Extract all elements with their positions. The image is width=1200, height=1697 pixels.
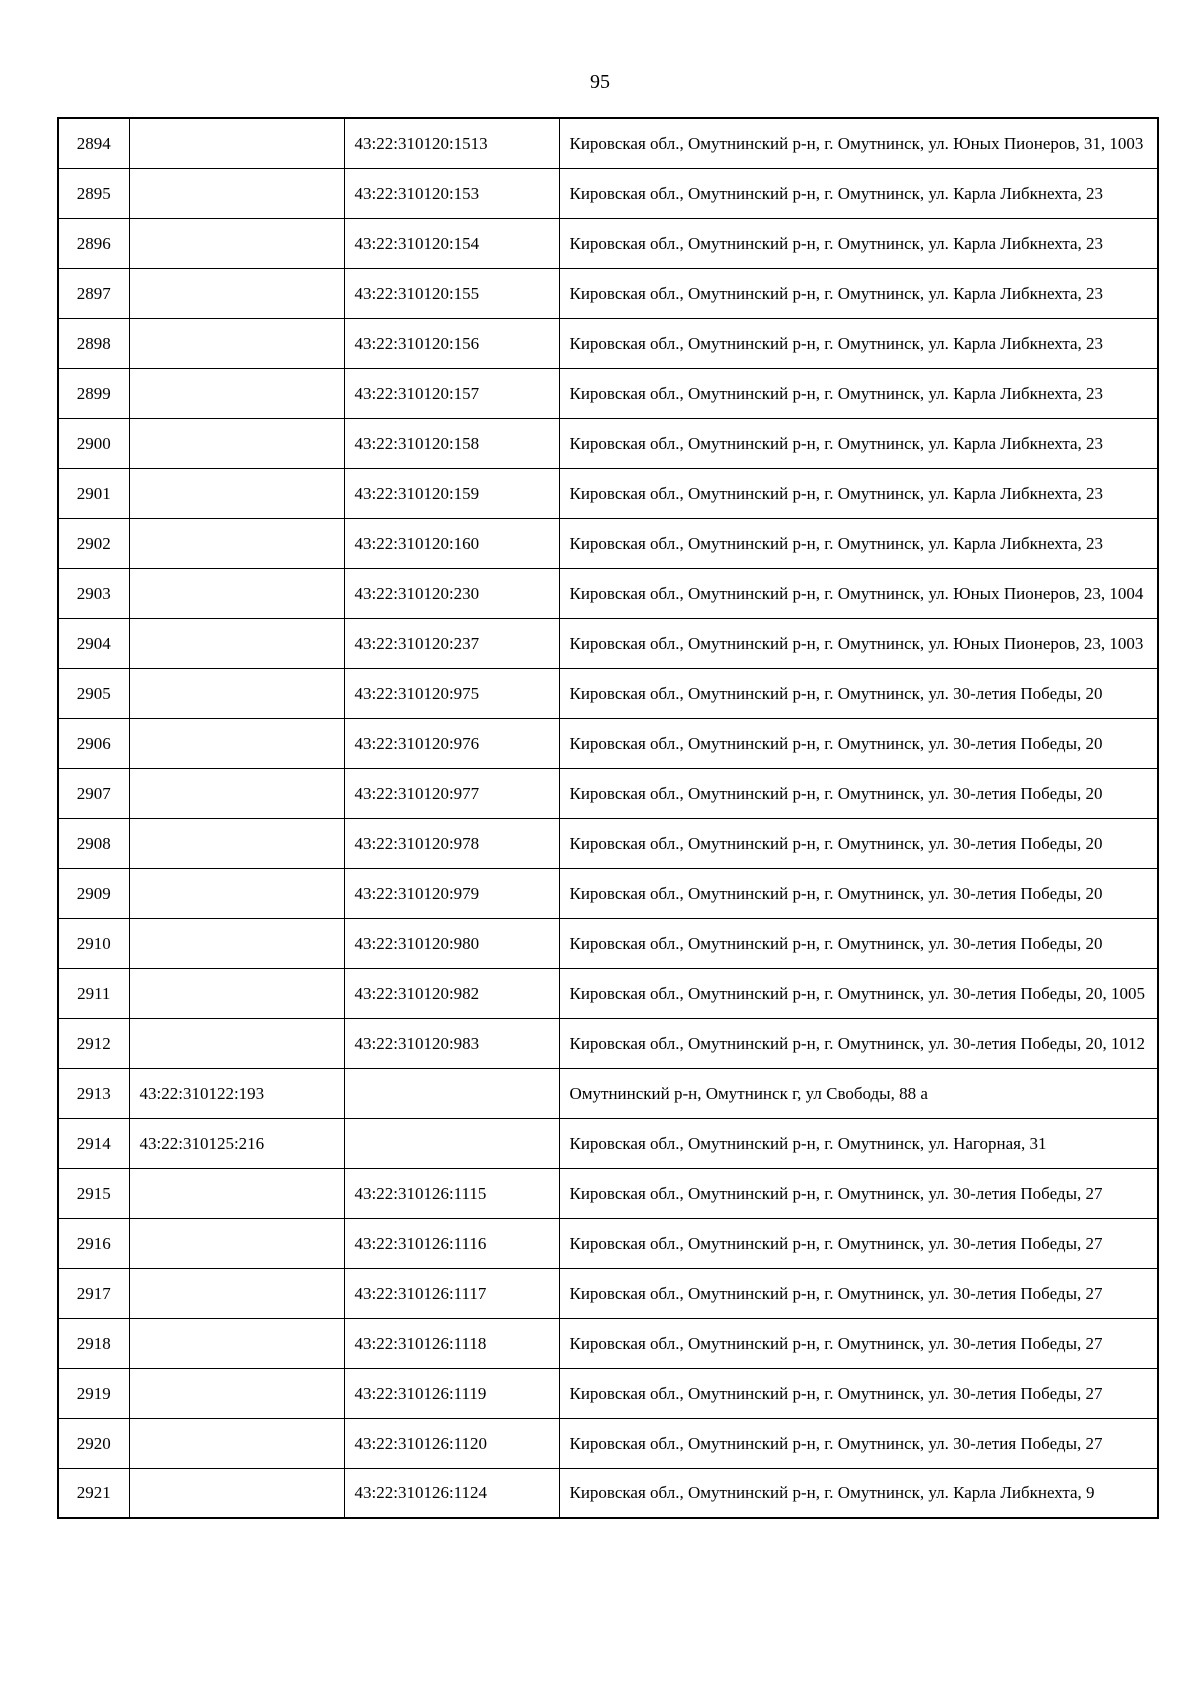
address-cell: Кировская обл., Омутнинский р-н, г. Омутнинск, ул. 30-летия Победы, 20 bbox=[559, 768, 1158, 818]
cadastral-number-cell bbox=[129, 1268, 344, 1318]
address-cell: Кировская обл., Омутнинский р-н, г. Омутнинск, ул. Юных Пионеров, 23, 1003 bbox=[559, 618, 1158, 668]
object-cadastral-number-cell: 43:22:310126:1116 bbox=[344, 1218, 559, 1268]
row-number-cell: 2901 bbox=[58, 468, 129, 518]
table-row bbox=[58, 1018, 1158, 1068]
row-number-cell: 2908 bbox=[58, 818, 129, 868]
cadastral-number-cell bbox=[129, 768, 344, 818]
row-number-cell: 2907 bbox=[58, 768, 129, 818]
row-number-cell: 2895 bbox=[58, 168, 129, 218]
table-row bbox=[58, 1118, 1158, 1168]
address-cell: Кировская обл., Омутнинский р-н, г. Омутнинск, ул. Карла Либкнехта, 23 bbox=[559, 218, 1158, 268]
address-cell: Кировская обл., Омутнинский р-н, г. Омутнинск, ул. Карла Либкнехта, 23 bbox=[559, 468, 1158, 518]
address-cell: Кировская обл., Омутнинский р-н, г. Омутнинск, ул. Карла Либкнехта, 23 bbox=[559, 518, 1158, 568]
row-number-cell: 2917 bbox=[58, 1268, 129, 1318]
table-row bbox=[58, 818, 1158, 868]
object-cadastral-number-cell: 43:22:310120:237 bbox=[344, 618, 559, 668]
row-number-cell: 2921 bbox=[58, 1468, 129, 1518]
cadastral-number-cell bbox=[129, 1468, 344, 1518]
cadastral-number-cell bbox=[129, 1368, 344, 1418]
object-cadastral-number-cell: 43:22:310120:1513 bbox=[344, 118, 559, 168]
page-number: 95 bbox=[590, 71, 610, 93]
object-cadastral-number-cell: 43:22:310120:980 bbox=[344, 918, 559, 968]
table-row bbox=[58, 1468, 1158, 1518]
address-cell: Кировская обл., Омутнинский р-н, г. Омутнинск, ул. Карла Либкнехта, 9 bbox=[559, 1468, 1158, 1518]
cadastral-number-cell bbox=[129, 718, 344, 768]
cadastral-number-cell bbox=[129, 518, 344, 568]
object-cadastral-number-cell bbox=[344, 1118, 559, 1168]
object-cadastral-number-cell: 43:22:310126:1117 bbox=[344, 1268, 559, 1318]
table-row bbox=[58, 918, 1158, 968]
object-cadastral-number-cell: 43:22:310120:977 bbox=[344, 768, 559, 818]
table-row bbox=[58, 468, 1158, 518]
address-cell: Кировская обл., Омутнинский р-н, г. Омутнинск, ул. 30-летия Победы, 20, 1012 bbox=[559, 1018, 1158, 1068]
row-number-cell: 2919 bbox=[58, 1368, 129, 1418]
address-cell: Омутнинский р-н, Омутнинск г, ул Свободы, 88 а bbox=[559, 1068, 1158, 1118]
cadastral-number-cell bbox=[129, 318, 344, 368]
table-row bbox=[58, 318, 1158, 368]
cadastral-number-cell bbox=[129, 968, 344, 1018]
address-cell: Кировская обл., Омутнинский р-н, г. Омутнинск, ул. 30-летия Победы, 27 bbox=[559, 1418, 1158, 1468]
table-row bbox=[58, 618, 1158, 668]
row-number-cell: 2899 bbox=[58, 368, 129, 418]
table-row bbox=[58, 168, 1158, 218]
address-cell: Кировская обл., Омутнинский р-н, г. Омутнинск, ул. 30-летия Победы, 27 bbox=[559, 1318, 1158, 1368]
object-cadastral-number-cell: 43:22:310120:978 bbox=[344, 818, 559, 868]
cadastral-number-cell bbox=[129, 918, 344, 968]
address-cell: Кировская обл., Омутнинский р-н, г. Омутнинск, ул. 30-летия Победы, 27 bbox=[559, 1368, 1158, 1418]
row-number-cell: 2920 bbox=[58, 1418, 129, 1468]
row-number-cell: 2903 bbox=[58, 568, 129, 618]
row-number-cell: 2910 bbox=[58, 918, 129, 968]
table-row bbox=[58, 518, 1158, 568]
object-cadastral-number-cell: 43:22:310120:157 bbox=[344, 368, 559, 418]
cadastral-number-cell bbox=[129, 818, 344, 868]
row-number-cell: 2909 bbox=[58, 868, 129, 918]
table-row bbox=[58, 968, 1158, 1018]
cadastral-number-cell: 43:22:310125:216 bbox=[129, 1118, 344, 1168]
row-number-cell: 2911 bbox=[58, 968, 129, 1018]
object-cadastral-number-cell: 43:22:310120:230 bbox=[344, 568, 559, 618]
address-cell: Кировская обл., Омутнинский р-н, г. Омутнинск, ул. 30-летия Победы, 20, 1005 bbox=[559, 968, 1158, 1018]
row-number-cell: 2914 bbox=[58, 1118, 129, 1168]
registry-table bbox=[57, 117, 1159, 1519]
address-cell: Кировская обл., Омутнинский р-н, г. Омутнинск, ул. 30-летия Победы, 27 bbox=[559, 1268, 1158, 1318]
table-row bbox=[58, 118, 1158, 168]
registry-table-body bbox=[58, 118, 1158, 1518]
table-row bbox=[58, 768, 1158, 818]
table-row bbox=[58, 868, 1158, 918]
address-cell: Кировская обл., Омутнинский р-н, г. Омутнинск, ул. 30-летия Победы, 20 bbox=[559, 868, 1158, 918]
row-number-cell: 2918 bbox=[58, 1318, 129, 1368]
row-number-cell: 2906 bbox=[58, 718, 129, 768]
object-cadastral-number-cell: 43:22:310120:153 bbox=[344, 168, 559, 218]
cadastral-number-cell bbox=[129, 618, 344, 668]
address-cell: Кировская обл., Омутнинский р-н, г. Омутнинск, ул. Карла Либкнехта, 23 bbox=[559, 368, 1158, 418]
address-cell: Кировская обл., Омутнинский р-н, г. Омутнинск, ул. Нагорная, 31 bbox=[559, 1118, 1158, 1168]
cadastral-number-cell bbox=[129, 418, 344, 468]
row-number-cell: 2915 bbox=[58, 1168, 129, 1218]
table-row bbox=[58, 1368, 1158, 1418]
address-cell: Кировская обл., Омутнинский р-н, г. Омутнинск, ул. Карла Либкнехта, 23 bbox=[559, 268, 1158, 318]
table-row bbox=[58, 218, 1158, 268]
table-row bbox=[58, 1418, 1158, 1468]
cadastral-number-cell bbox=[129, 468, 344, 518]
object-cadastral-number-cell: 43:22:310120:982 bbox=[344, 968, 559, 1018]
object-cadastral-number-cell: 43:22:310120:158 bbox=[344, 418, 559, 468]
address-cell: Кировская обл., Омутнинский р-н, г. Омутнинск, ул. 30-летия Победы, 20 bbox=[559, 668, 1158, 718]
cadastral-number-cell bbox=[129, 1218, 344, 1268]
table-row bbox=[58, 668, 1158, 718]
row-number-cell: 2916 bbox=[58, 1218, 129, 1268]
object-cadastral-number-cell: 43:22:310126:1120 bbox=[344, 1418, 559, 1468]
row-number-cell: 2902 bbox=[58, 518, 129, 568]
row-number-cell: 2896 bbox=[58, 218, 129, 268]
row-number-cell: 2897 bbox=[58, 268, 129, 318]
row-number-cell: 2898 bbox=[58, 318, 129, 368]
row-number-cell: 2905 bbox=[58, 668, 129, 718]
cadastral-number-cell bbox=[129, 118, 344, 168]
cadastral-number-cell bbox=[129, 268, 344, 318]
address-cell: Кировская обл., Омутнинский р-н, г. Омутнинск, ул. Карла Либкнехта, 23 bbox=[559, 168, 1158, 218]
table-row bbox=[58, 418, 1158, 468]
cadastral-number-cell bbox=[129, 1168, 344, 1218]
cadastral-number-cell bbox=[129, 1318, 344, 1368]
object-cadastral-number-cell: 43:22:310126:1124 bbox=[344, 1468, 559, 1518]
cadastral-number-cell bbox=[129, 868, 344, 918]
address-cell: Кировская обл., Омутнинский р-н, г. Омутнинск, ул. 30-летия Победы, 27 bbox=[559, 1218, 1158, 1268]
object-cadastral-number-cell: 43:22:310120:154 bbox=[344, 218, 559, 268]
row-number-cell: 2894 bbox=[58, 118, 129, 168]
address-cell: Кировская обл., Омутнинский р-н, г. Омутнинск, ул. 30-летия Победы, 27 bbox=[559, 1168, 1158, 1218]
object-cadastral-number-cell: 43:22:310126:1119 bbox=[344, 1368, 559, 1418]
object-cadastral-number-cell: 43:22:310120:156 bbox=[344, 318, 559, 368]
object-cadastral-number-cell: 43:22:310120:155 bbox=[344, 268, 559, 318]
address-cell: Кировская обл., Омутнинский р-н, г. Омутнинск, ул. 30-летия Победы, 20 bbox=[559, 918, 1158, 968]
object-cadastral-number-cell: 43:22:310120:983 bbox=[344, 1018, 559, 1068]
cadastral-number-cell bbox=[129, 568, 344, 618]
cadastral-number-cell bbox=[129, 218, 344, 268]
cadastral-number-cell bbox=[129, 668, 344, 718]
row-number-cell: 2912 bbox=[58, 1018, 129, 1068]
cadastral-number-cell bbox=[129, 1018, 344, 1068]
address-cell: Кировская обл., Омутнинский р-н, г. Омутнинск, ул. Юных Пионеров, 31, 1003 bbox=[559, 118, 1158, 168]
row-number-cell: 2900 bbox=[58, 418, 129, 468]
address-cell: Кировская обл., Омутнинский р-н, г. Омутнинск, ул. Карла Либкнехта, 23 bbox=[559, 318, 1158, 368]
row-number-cell: 2904 bbox=[58, 618, 129, 668]
table-row bbox=[58, 268, 1158, 318]
address-cell: Кировская обл., Омутнинский р-н, г. Омутнинск, ул. 30-летия Победы, 20 bbox=[559, 718, 1158, 768]
table-row bbox=[58, 1318, 1158, 1368]
table-row bbox=[58, 568, 1158, 618]
object-cadastral-number-cell: 43:22:310120:979 bbox=[344, 868, 559, 918]
object-cadastral-number-cell: 43:22:310126:1115 bbox=[344, 1168, 559, 1218]
table-row bbox=[58, 368, 1158, 418]
object-cadastral-number-cell: 43:22:310126:1118 bbox=[344, 1318, 559, 1368]
address-cell: Кировская обл., Омутнинский р-н, г. Омутнинск, ул. 30-летия Победы, 20 bbox=[559, 818, 1158, 868]
table-row bbox=[58, 718, 1158, 768]
object-cadastral-number-cell: 43:22:310120:976 bbox=[344, 718, 559, 768]
cadastral-number-cell bbox=[129, 1418, 344, 1468]
address-cell: Кировская обл., Омутнинский р-н, г. Омутнинск, ул. Карла Либкнехта, 23 bbox=[559, 418, 1158, 468]
table-row bbox=[58, 1218, 1158, 1268]
address-cell: Кировская обл., Омутнинский р-н, г. Омутнинск, ул. Юных Пионеров, 23, 1004 bbox=[559, 568, 1158, 618]
table-row bbox=[58, 1068, 1158, 1118]
object-cadastral-number-cell: 43:22:310120:160 bbox=[344, 518, 559, 568]
object-cadastral-number-cell: 43:22:310120:975 bbox=[344, 668, 559, 718]
object-cadastral-number-cell bbox=[344, 1068, 559, 1118]
table-row bbox=[58, 1268, 1158, 1318]
table-row bbox=[58, 1168, 1158, 1218]
row-number-cell: 2913 bbox=[58, 1068, 129, 1118]
cadastral-number-cell bbox=[129, 368, 344, 418]
cadastral-number-cell bbox=[129, 168, 344, 218]
object-cadastral-number-cell: 43:22:310120:159 bbox=[344, 468, 559, 518]
cadastral-number-cell: 43:22:310122:193 bbox=[129, 1068, 344, 1118]
